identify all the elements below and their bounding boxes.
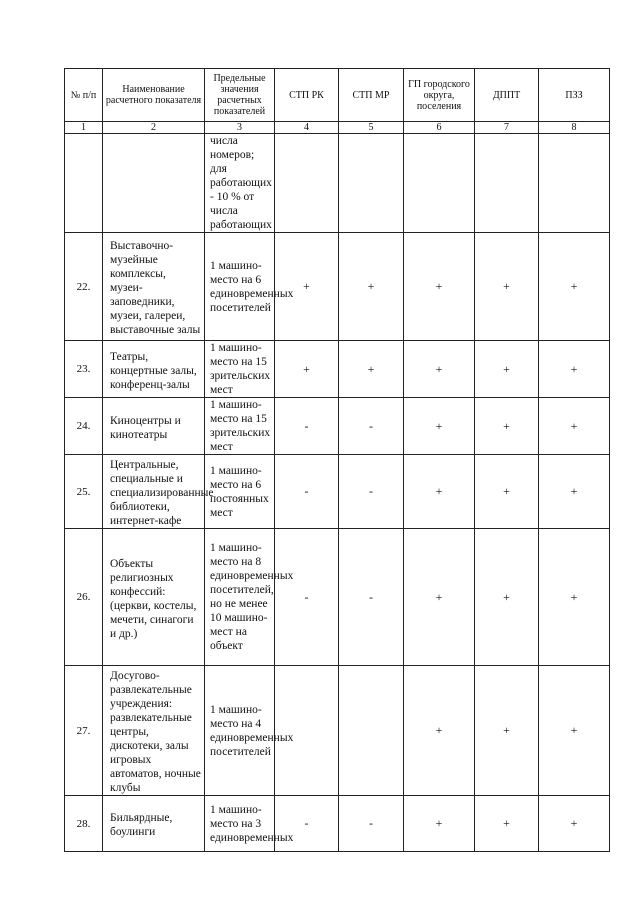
indicator-name: Театры, концертные залы, конференц-залы xyxy=(103,341,205,398)
table-row xyxy=(65,455,610,529)
mark-stp-mr: - xyxy=(339,398,404,455)
mark-stp-rk: - xyxy=(275,398,339,455)
row-number: 23. xyxy=(65,341,103,398)
mark-gp: + xyxy=(404,398,475,455)
mark-dppt: + xyxy=(475,455,539,529)
mark-stp-rk: - xyxy=(275,455,339,529)
mark-gp: + xyxy=(404,529,475,666)
header-indicator-name: Наименование расчетного показателя xyxy=(103,69,205,122)
limit-value: 1 машино-место на 6 единовременных посетителей xyxy=(205,233,275,341)
table-row xyxy=(65,796,610,852)
mark-stp-rk: - xyxy=(275,796,339,852)
column-numbers-row xyxy=(65,122,610,134)
header-stp-mr: СТП МР xyxy=(339,69,404,122)
mark-pzz: + xyxy=(539,796,610,852)
indicator-name: Бильярдные, боулинги xyxy=(103,796,205,852)
row-number: 26. xyxy=(65,529,103,666)
mark-stp-rk xyxy=(275,666,339,796)
table-row xyxy=(65,666,610,796)
mark-pzz: + xyxy=(539,398,610,455)
mark-gp: + xyxy=(404,796,475,852)
mark-dppt: + xyxy=(475,529,539,666)
mark-pzz: + xyxy=(539,233,610,341)
mark-stp-rk: - xyxy=(275,529,339,666)
mark-gp: + xyxy=(404,455,475,529)
indicator-name: Центральные, специальные и специализированные библиотеки, интернет-кафе xyxy=(103,455,205,529)
mark-gp: + xyxy=(404,341,475,398)
header-limit-values: Предельные значения расчетных показателей xyxy=(205,69,275,122)
mark-pzz: + xyxy=(539,666,610,796)
limit-value: 1 машино-место на 4 единовременных посетителей xyxy=(205,666,275,796)
mark-stp-rk: + xyxy=(275,341,339,398)
mark-stp-mr: + xyxy=(339,233,404,341)
mark-stp-mr: - xyxy=(339,529,404,666)
header-row xyxy=(65,69,610,122)
row-number: 25. xyxy=(65,455,103,529)
limit-value: 1 машино-место на 15 зрительских мест xyxy=(205,398,275,455)
header-stp-rk: СТП РК xyxy=(275,69,339,122)
column-number: 1 xyxy=(65,122,103,134)
table-row-continuation xyxy=(65,134,610,233)
column-number: 2 xyxy=(103,122,205,134)
column-number: 6 xyxy=(404,122,475,134)
column-number: 3 xyxy=(205,122,275,134)
mark-stp-mr: - xyxy=(339,796,404,852)
limit-value: 1 машино-место на 8 единовременных посетителей, но не менее 10 машино-мест на объект xyxy=(205,529,275,666)
mark-gp: + xyxy=(404,666,475,796)
indicator-name: Киноцентры и кинотеатры xyxy=(103,398,205,455)
limit-value: 1 машино-место на 6 постоянных мест xyxy=(205,455,275,529)
mark-stp-mr xyxy=(339,666,404,796)
limit-value: 1 машино-место на 3 единовременных xyxy=(205,796,275,852)
header-dppt: ДППТ xyxy=(475,69,539,122)
indicator-name: Объекты религиозных конфессий: (церкви, костелы, мечети, синагоги и др.) xyxy=(103,529,205,666)
mark-dppt: + xyxy=(475,796,539,852)
table-row xyxy=(65,529,610,666)
mark-gp: + xyxy=(404,233,475,341)
mark-stp-rk: + xyxy=(275,233,339,341)
mark-pzz: + xyxy=(539,455,610,529)
header-number: № п/п xyxy=(65,69,103,122)
column-number: 7 xyxy=(475,122,539,134)
mark-stp-mr: - xyxy=(339,455,404,529)
mark-dppt: + xyxy=(475,398,539,455)
table-row xyxy=(65,233,610,341)
table-row xyxy=(65,341,610,398)
limit-value: 1 машино-место на 15 зрительских мест xyxy=(205,341,275,398)
column-number: 4 xyxy=(275,122,339,134)
mark-dppt: + xyxy=(475,666,539,796)
column-number: 8 xyxy=(539,122,610,134)
row-number: 27. xyxy=(65,666,103,796)
row-number: 28. xyxy=(65,796,103,852)
indicator-name: Досугово-развлекательные учреждения: развлекательные центры, дискотеки, залы игровых автоматов, ночные клубы xyxy=(103,666,205,796)
mark-pzz: + xyxy=(539,529,610,666)
indicator-name: Выставочно-музейные комплексы, музеи-заповедники, музеи, галереи, выставочные залы xyxy=(103,233,205,341)
norms-table xyxy=(64,68,610,852)
header-gp: ГП городского округа, поселения xyxy=(404,69,475,122)
header-pzz: ПЗЗ xyxy=(539,69,610,122)
row-number: 24. xyxy=(65,398,103,455)
mark-stp-mr: + xyxy=(339,341,404,398)
row-number: 22. xyxy=(65,233,103,341)
continuation-value: числа номеров; для работающих - 10 % от числа работающих xyxy=(205,134,275,233)
mark-pzz: + xyxy=(539,341,610,398)
mark-dppt: + xyxy=(475,233,539,341)
column-number: 5 xyxy=(339,122,404,134)
table-row xyxy=(65,398,610,455)
mark-dppt: + xyxy=(475,341,539,398)
